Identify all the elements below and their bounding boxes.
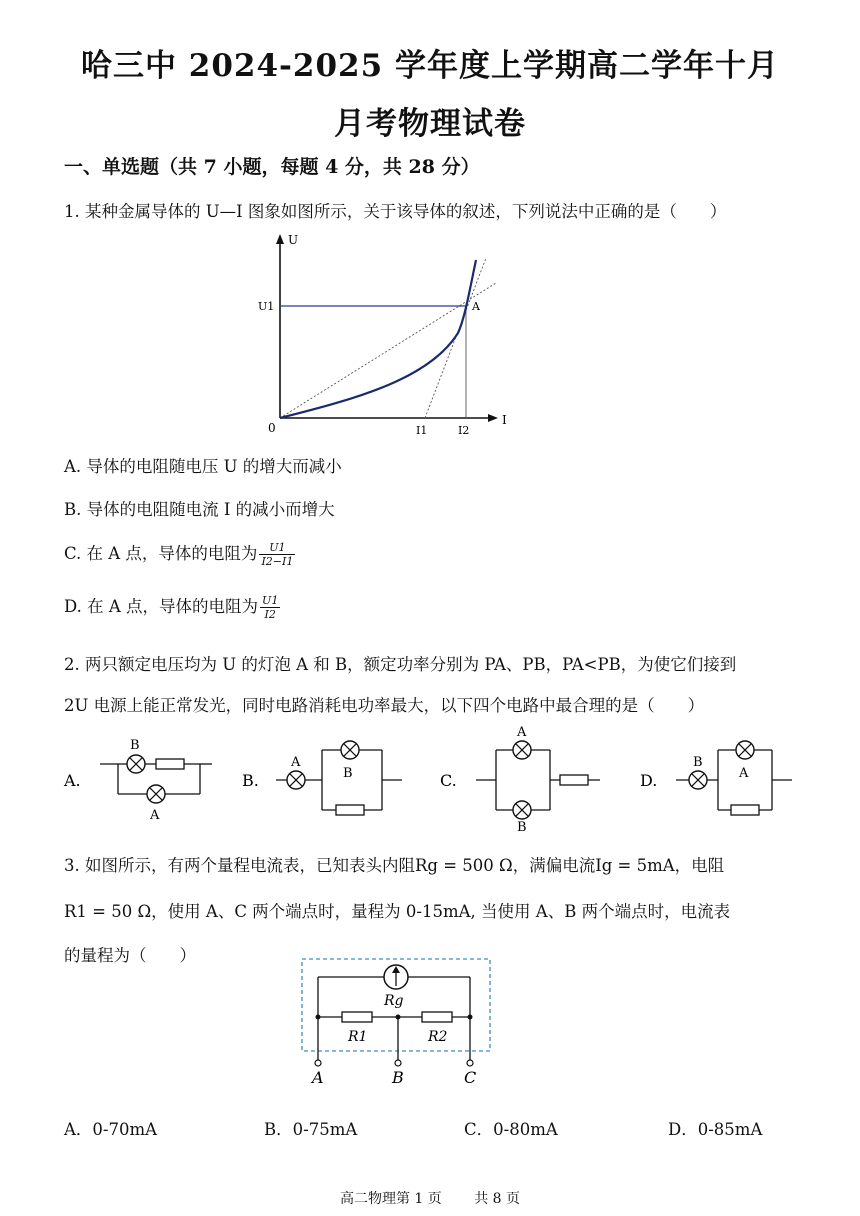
q2-stem-line-2: 2U 电源上能正常发光，同时电路消耗电功率最大，以下四个电路中最合理的是（ ）: [64, 696, 705, 715]
svg-text:A: A: [291, 755, 301, 770]
q3-stem-line-1: 3. 如图所示，有两个量程电流表，已知表头内阻Rg = 500 Ω，满偏电流Ig = 5mA，电阻: [64, 856, 725, 875]
q3-option-a: A．0-70mA: [64, 1120, 158, 1139]
q3-option-c: C．0-80mA: [464, 1120, 558, 1139]
title-line-1: 哈三中 2024-2025 学年度上学期高二学年十月: [80, 48, 779, 84]
resistor-r1: [342, 1012, 372, 1022]
svg-text:B: B: [392, 1068, 404, 1087]
circuit-b-label: B.: [242, 771, 259, 790]
svg-text:Rg: Rg: [384, 993, 404, 1009]
q1-option-d-text: D. 在 A 点，导体的电阻为: [64, 597, 259, 616]
svg-text:C: C: [464, 1068, 477, 1087]
origin-label: 0: [268, 421, 276, 435]
section-heading: 一、单选题（共 7 小题，每题 4 分，共 28 分）: [64, 156, 480, 178]
q1-ui-graph: [250, 228, 530, 443]
svg-text:A: A: [312, 1068, 324, 1087]
u1-label: U1: [258, 300, 275, 313]
i2-label: I2: [458, 424, 470, 437]
q3-option-b: B．0-75mA: [264, 1120, 358, 1139]
circuit-d-label: D.: [640, 771, 658, 790]
page-footer: [0, 1188, 860, 1208]
point-a-label: A: [472, 300, 480, 313]
footer-total: 共 8 页: [474, 1191, 521, 1207]
q1-option-b: B. 导体的电阻随电流 I 的减小而增大: [64, 500, 335, 519]
q1-option-c-fraction: $\frac{U1}{I2-I1}$: [261, 541, 294, 568]
svg-text:B: B: [130, 738, 140, 753]
i-axis-label: I: [502, 413, 507, 427]
q1-option-d: [64, 593, 280, 621]
q1-option-c: [64, 540, 295, 568]
circuit-a: [100, 738, 212, 823]
footer-page: 高二物理第 1 页: [339, 1191, 442, 1207]
circuit-c: [476, 725, 600, 832]
svg-text:R2: R2: [428, 1029, 448, 1045]
resistor-r2: [422, 1012, 452, 1022]
chord-line: [280, 283, 496, 418]
title-line-2: 月考物理试卷: [334, 106, 526, 142]
svg-text:A: A: [739, 766, 749, 781]
q2-circuits: [60, 722, 800, 832]
circuit-c-label: C.: [440, 771, 457, 790]
u-axis-arrow: [276, 234, 284, 244]
svg-text:B: B: [517, 820, 527, 832]
svg-text:A: A: [517, 725, 527, 740]
circuit-d: [676, 741, 792, 815]
q3-stem-line-3: 的量程为（ ）: [64, 946, 196, 965]
svg-text:B: B: [693, 755, 703, 770]
q1-option-a: A. 导体的电阻随电压 U 的增大而减小: [64, 457, 342, 476]
ui-curve: [280, 260, 476, 418]
circuit-b: [276, 741, 402, 815]
u-axis-label: U: [288, 233, 299, 247]
i1-label: I1: [416, 424, 428, 437]
q1-stem: 1. 某种金属导体的 U—I 图象如图所示，关于该导体的叙述，下列说法中正确的是（ ）: [64, 202, 727, 221]
q1-option-d-fraction: $\frac{U1}{I2}$: [262, 594, 279, 621]
svg-text:B: B: [343, 766, 353, 781]
q3-option-d: D．0-85mA: [668, 1120, 763, 1139]
q1-option-c-text: C. 在 A 点，导体的电阻为: [64, 544, 258, 563]
q3-ammeter-figure: [296, 955, 496, 1090]
svg-text:A: A: [150, 808, 160, 823]
i-axis-arrow: [488, 414, 498, 422]
circuit-a-label: A.: [64, 771, 81, 790]
svg-text:R1: R1: [348, 1029, 368, 1045]
q2-stem-line-1: 2. 两只额定电压均为 U 的灯泡 A 和 B，额定功率分别为 PA、PB，PA<PB，为使它们接到: [64, 655, 737, 674]
q3-stem-line-2: R1 = 50 Ω，使用 A、C 两个端点时，量程为 0-15mA, 当使用 A、B 两个端点时，电流表: [64, 902, 731, 921]
